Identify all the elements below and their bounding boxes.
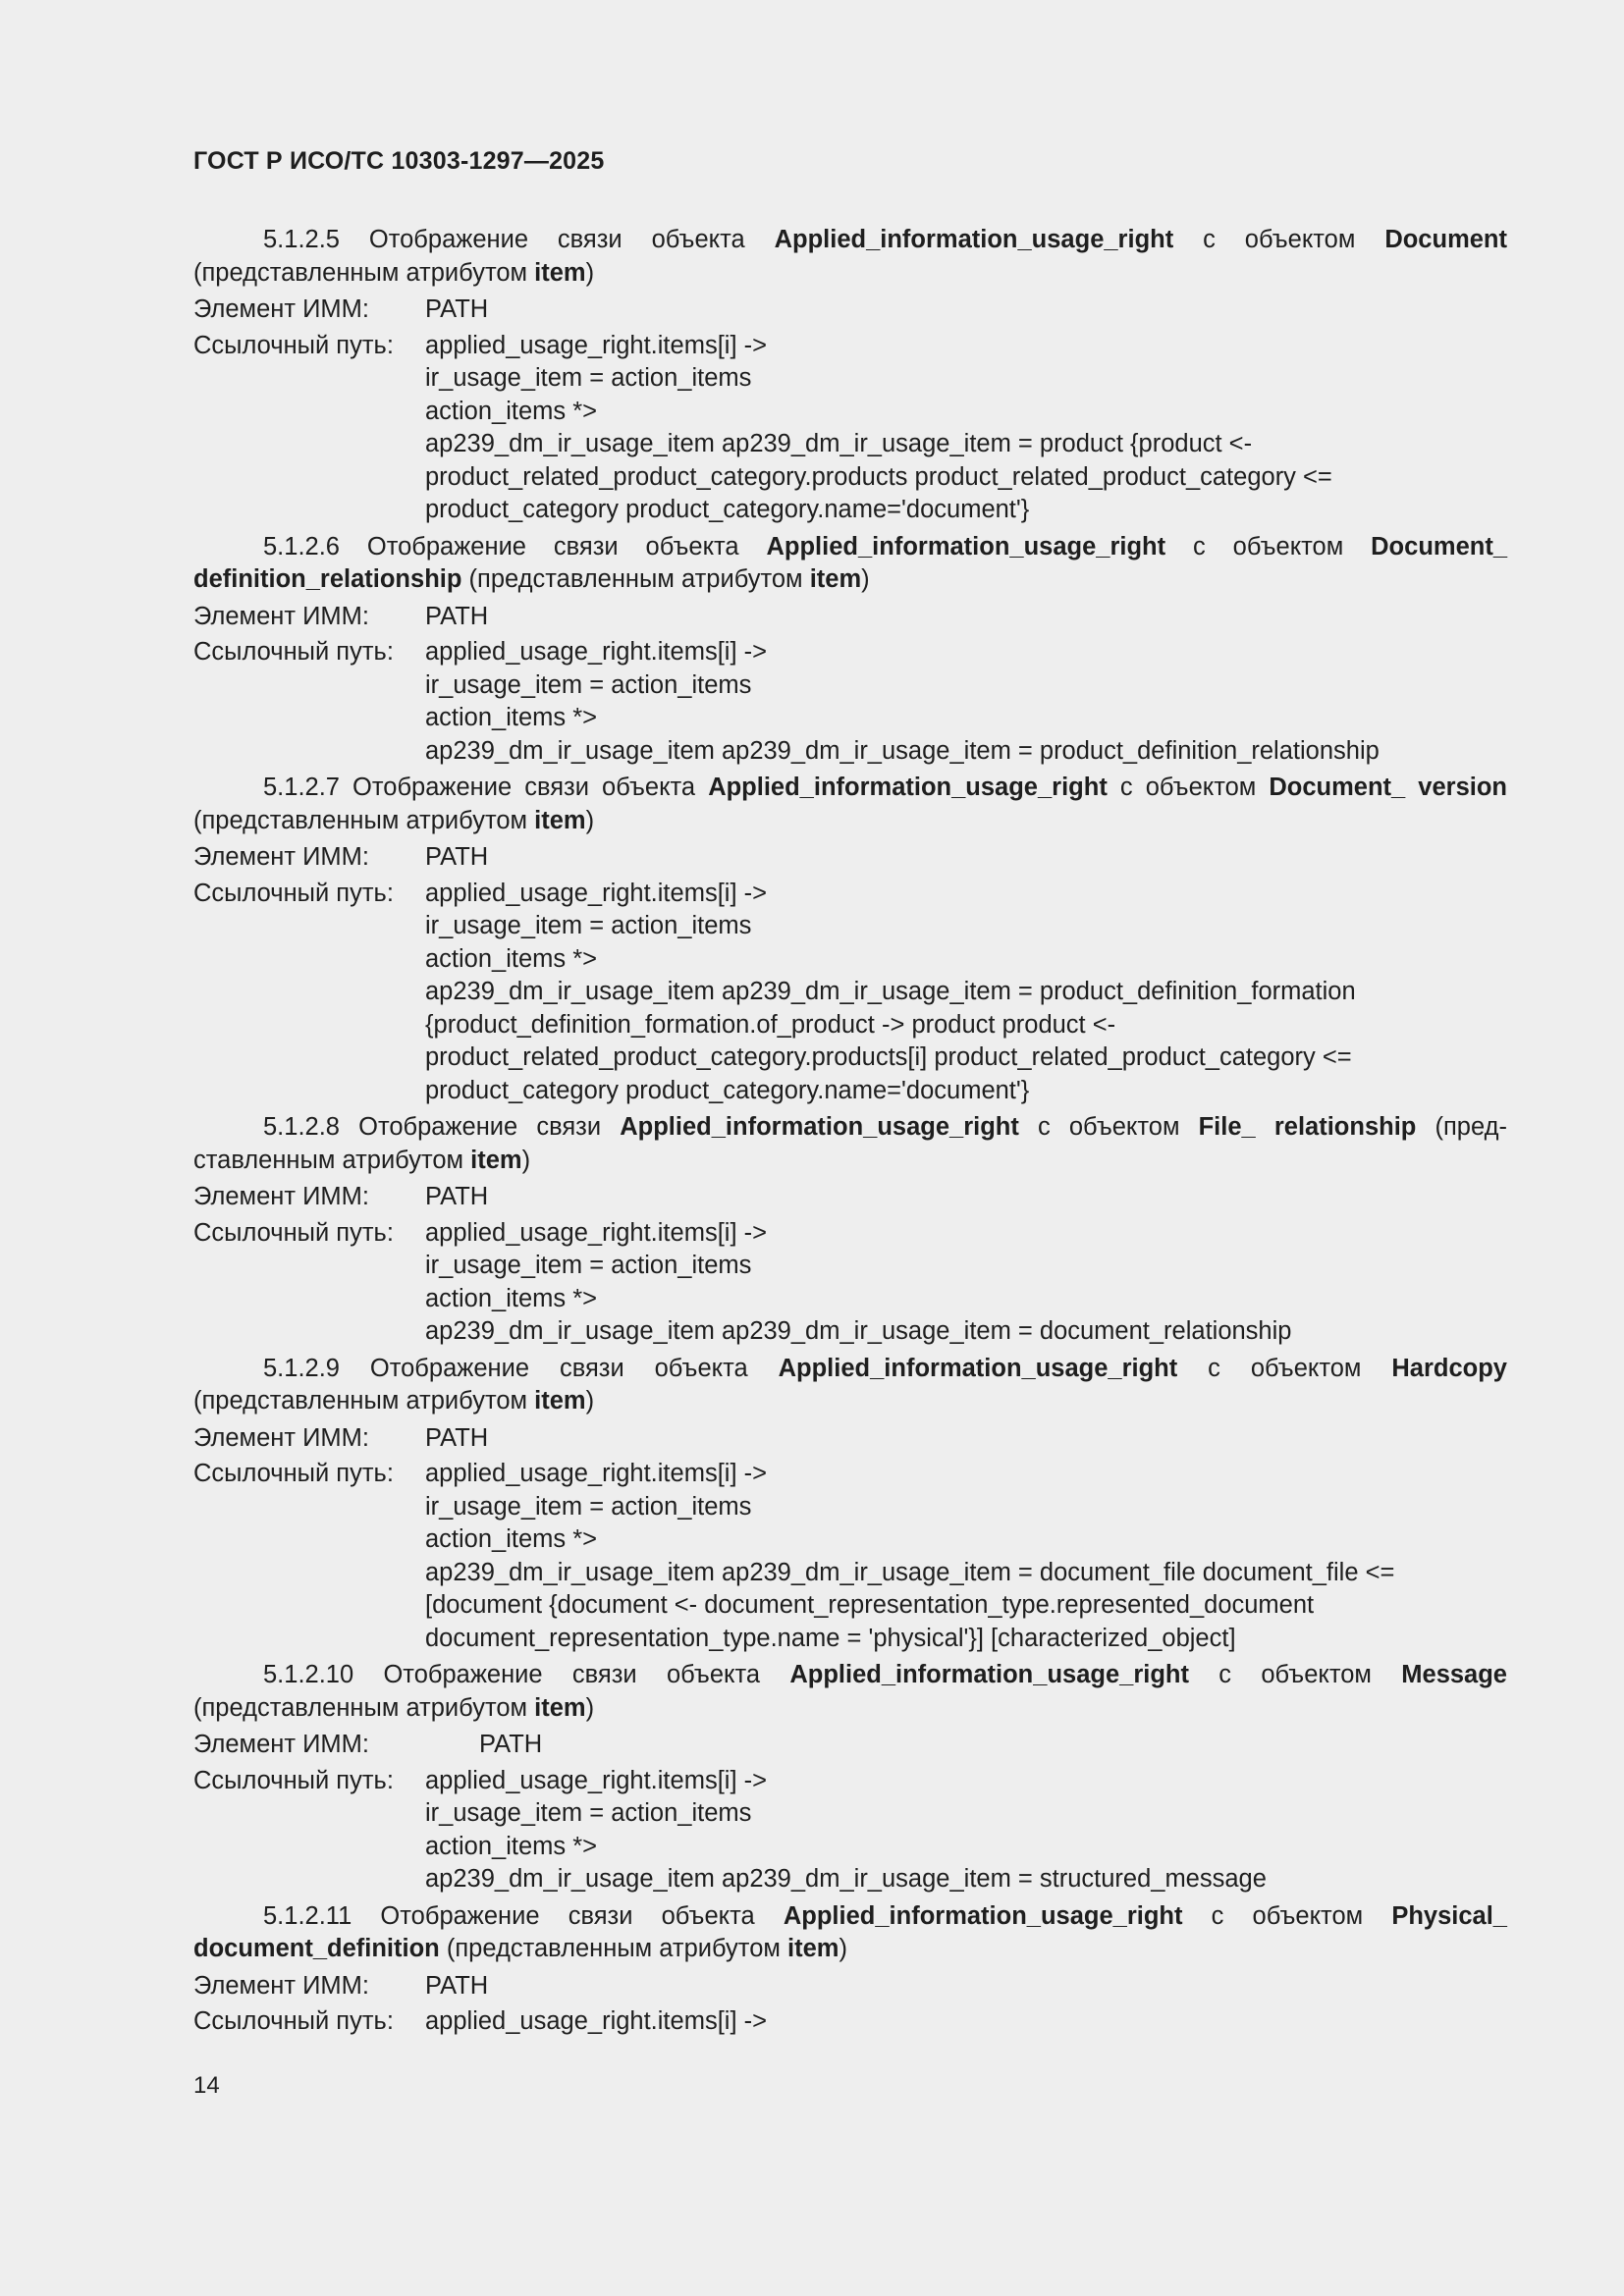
heading-text: (представленным атрибутом <box>193 1693 535 1722</box>
reference-path-line: document_representation_type.name = 'physical'}] [characterized_object] <box>425 1624 1236 1652</box>
reference-path-line: ir_usage_item = action_items <box>425 1252 752 1279</box>
heading-text: с объектом <box>1107 774 1270 801</box>
mapping-section <box>193 531 1507 769</box>
heading-text: ) <box>585 806 595 834</box>
aim-element-value: PATH <box>425 1423 489 1452</box>
heading-bold-term: Applied_information_usage_right <box>708 774 1108 801</box>
reference-path-line: ap239_dm_ir_usage_item ap239_dm_ir_usage_item = structured_message <box>425 1865 1267 1893</box>
heading-text: 5.1.2.5 Отображение связи объекта <box>263 226 775 253</box>
reference-path-row <box>193 636 1507 768</box>
heading-bold-term: Applied_information_usage_right <box>778 1354 1178 1382</box>
section-heading <box>193 1900 1507 1966</box>
reference-path-line: product_category product_category.name='document'} <box>425 496 1030 523</box>
aim-element-value: PATH <box>479 1731 543 1758</box>
heading-bold-term: Hardcopy <box>1391 1354 1507 1382</box>
document-header: ГОСТ Р ИСО/ТС 10303-1297—2025 <box>193 147 605 175</box>
aim-element-row <box>193 1181 1507 1214</box>
heading-text: с объектом <box>1018 1113 1199 1141</box>
heading-text: ) <box>861 565 870 593</box>
heading-text: (представленным атрибутом <box>193 1387 535 1415</box>
reference-path-line: ap239_dm_ir_usage_item ap239_dm_ir_usage_item = product {product <- <box>425 430 1253 457</box>
reference-path-line: action_items *> <box>425 1832 598 1860</box>
aim-element-row <box>193 1729 1507 1762</box>
reference-path-line: applied_usage_right.items[i] -> <box>425 2007 767 2035</box>
reference-path-row <box>193 1217 1507 1349</box>
reference-path-label: Ссылочный путь: <box>193 1218 394 1247</box>
section-heading <box>193 224 1507 290</box>
heading-text: с объектом <box>1173 226 1385 253</box>
heading-bold-term: Applied_information_usage_right <box>774 226 1174 253</box>
reference-path-label: Ссылочный путь: <box>193 1766 394 1794</box>
aim-element-value: PATH <box>425 843 489 871</box>
heading-text: 5.1.2.11 Отображение связи объекта <box>263 1901 784 1930</box>
document-body <box>193 224 1507 2039</box>
reference-path-row <box>193 330 1507 527</box>
reference-path-line: action_items *> <box>425 1284 598 1312</box>
aim-element-label: Элемент ИММ: <box>193 295 369 323</box>
mapping-section <box>193 1900 1507 2039</box>
reference-path-value <box>425 878 1507 1108</box>
reference-path-line: ir_usage_item = action_items <box>425 912 752 939</box>
mapping-section <box>193 1353 1507 1656</box>
heading-bold-term: Applied_information_usage_right <box>789 1661 1189 1688</box>
reference-path-line: action_items *> <box>425 1525 598 1553</box>
aim-element-label: Элемент ИММ: <box>193 1731 369 1758</box>
heading-text: ) <box>585 1387 595 1415</box>
heading-bold-term: item <box>534 806 586 834</box>
aim-element-row <box>193 1422 1507 1456</box>
reference-path-row <box>193 1458 1507 1655</box>
section-heading <box>193 1353 1507 1418</box>
aim-element-row <box>193 601 1507 634</box>
mapping-section <box>193 1659 1507 1896</box>
reference-path-line: action_items *> <box>425 397 598 425</box>
heading-text: с объектом <box>1177 1354 1392 1382</box>
reference-path-label: Ссылочный путь: <box>193 2007 394 2035</box>
reference-path-line: ap239_dm_ir_usage_item ap239_dm_ir_usage_item = document_relationship <box>425 1317 1292 1345</box>
section-heading <box>193 1111 1507 1177</box>
heading-text: ) <box>521 1146 531 1174</box>
reference-path-line: product_related_product_category.products[i] product_related_product_category <= <box>425 1043 1352 1071</box>
reference-path-value <box>425 1458 1507 1655</box>
reference-path-value <box>425 2005 1507 2039</box>
aim-element-label: Элемент ИММ: <box>193 1971 369 2000</box>
heading-text: с объектом <box>1165 532 1372 561</box>
reference-path-row <box>193 1765 1507 1896</box>
reference-path-line: ir_usage_item = action_items <box>425 1492 752 1521</box>
heading-text: с объектом <box>1182 1901 1392 1930</box>
heading-bold-term: item <box>470 1146 522 1174</box>
heading-text: (представленным атрибутом <box>193 806 535 834</box>
reference-path-label: Ссылочный путь: <box>193 1460 394 1487</box>
heading-text: 5.1.2.10 Отображение связи объекта <box>263 1661 790 1688</box>
heading-bold-term: Physical_ document_definition <box>193 1901 1507 1962</box>
heading-bold-term: Applied_information_usage_right <box>766 532 1166 561</box>
aim-element-label: Элемент ИММ: <box>193 1423 369 1452</box>
heading-bold-term: Document <box>1384 226 1507 253</box>
reference-path-value <box>425 330 1507 527</box>
heading-bold-term: Document_ version <box>1269 774 1507 801</box>
heading-bold-term: item <box>787 1935 839 1962</box>
heading-bold-term: Document_ definition_relationship <box>193 532 1507 593</box>
reference-path-label: Ссылочный путь: <box>193 638 394 666</box>
heading-text: 5.1.2.7 Отображение связи объекта <box>263 774 709 801</box>
mapping-section <box>193 1111 1507 1349</box>
aim-element-label: Элемент ИММ: <box>193 1183 369 1210</box>
heading-bold-term: Applied_information_usage_right <box>783 1901 1183 1930</box>
heading-text: ) <box>585 258 595 287</box>
heading-text: (представленным атрибутом <box>193 258 535 287</box>
heading-text: 5.1.2.8 Отображение связи <box>263 1113 621 1141</box>
reference-path-line: applied_usage_right.items[i] -> <box>425 1218 767 1247</box>
reference-path-line: applied_usage_right.items[i] -> <box>425 638 767 666</box>
heading-text: ) <box>839 1935 847 1962</box>
reference-path-label: Ссылочный путь: <box>193 879 394 907</box>
reference-path-line: product_related_product_category.products product_related_product_category <= <box>425 462 1332 491</box>
section-heading <box>193 772 1507 837</box>
heading-bold-term: item <box>534 1693 586 1722</box>
reference-path-line: applied_usage_right.items[i] -> <box>425 1460 767 1487</box>
reference-path-line: ir_usage_item = action_items <box>425 364 752 392</box>
reference-path-line: applied_usage_right.items[i] -> <box>425 331 767 359</box>
heading-bold-term: item <box>534 258 586 287</box>
aim-element-value: PATH <box>425 1183 489 1210</box>
aim-element-label: Элемент ИММ: <box>193 602 369 630</box>
mapping-section <box>193 772 1507 1107</box>
heading-text: (представленным атрибутом <box>461 565 810 593</box>
heading-text: (представленным атрибутом <box>193 1113 1507 1174</box>
reference-path-line: action_items *> <box>425 704 598 731</box>
reference-path-line: action_items *> <box>425 944 598 973</box>
heading-text: ) <box>585 1693 595 1722</box>
aim-element-row <box>193 1970 1507 2003</box>
heading-text: 5.1.2.6 Отображение связи объекта <box>263 532 767 561</box>
heading-bold-term: Applied_information_usage_right <box>620 1113 1019 1141</box>
aim-element-label: Элемент ИММ: <box>193 843 369 871</box>
reference-path-line: ir_usage_item = action_items <box>425 670 752 699</box>
reference-path-line: ap239_dm_ir_usage_item ap239_dm_ir_usage_item = document_file document_file <= <box>425 1558 1395 1586</box>
reference-path-value <box>425 1765 1507 1896</box>
reference-path-value <box>425 1217 1507 1349</box>
reference-path-line: applied_usage_right.items[i] -> <box>425 879 767 907</box>
reference-path-line: [document {document <- document_representation_type.represented_document <box>425 1591 1315 1619</box>
heading-bold-term: item <box>534 1387 586 1415</box>
heading-text: с объектом <box>1188 1661 1402 1688</box>
reference-path-line: ap239_dm_ir_usage_item ap239_dm_ir_usage_item = product_definition_relationship <box>425 736 1380 765</box>
mapping-section <box>193 224 1507 527</box>
aim-element-value: PATH <box>425 295 489 323</box>
reference-path-value <box>425 636 1507 768</box>
reference-path-line: ap239_dm_ir_usage_item ap239_dm_ir_usage_item = product_definition_formation <box>425 978 1356 1005</box>
aim-element-row <box>193 841 1507 875</box>
section-heading <box>193 531 1507 597</box>
aim-element-value: PATH <box>425 602 489 630</box>
heading-bold-term: Message <box>1401 1661 1507 1688</box>
heading-text: (представленным атрибутом <box>439 1935 787 1962</box>
reference-path-line: product_category product_category.name='document'} <box>425 1076 1030 1104</box>
heading-text: 5.1.2.9 Отображение связи объекта <box>263 1354 779 1382</box>
reference-path-label: Ссылочный путь: <box>193 331 394 359</box>
reference-path-row <box>193 878 1507 1108</box>
reference-path-line: applied_usage_right.items[i] -> <box>425 1766 767 1794</box>
heading-bold-term: File_ relationship <box>1198 1113 1417 1141</box>
heading-bold-term: item <box>809 565 862 593</box>
page-number: 14 <box>193 2072 220 2099</box>
aim-element-value: PATH <box>425 1971 489 2000</box>
section-heading <box>193 1659 1507 1725</box>
aim-element-row <box>193 294 1507 327</box>
reference-path-line: ir_usage_item = action_items <box>425 1799 752 1827</box>
reference-path-row <box>193 2005 1507 2039</box>
reference-path-line: {product_definition_formation.of_product -> product product <- <box>425 1010 1116 1039</box>
